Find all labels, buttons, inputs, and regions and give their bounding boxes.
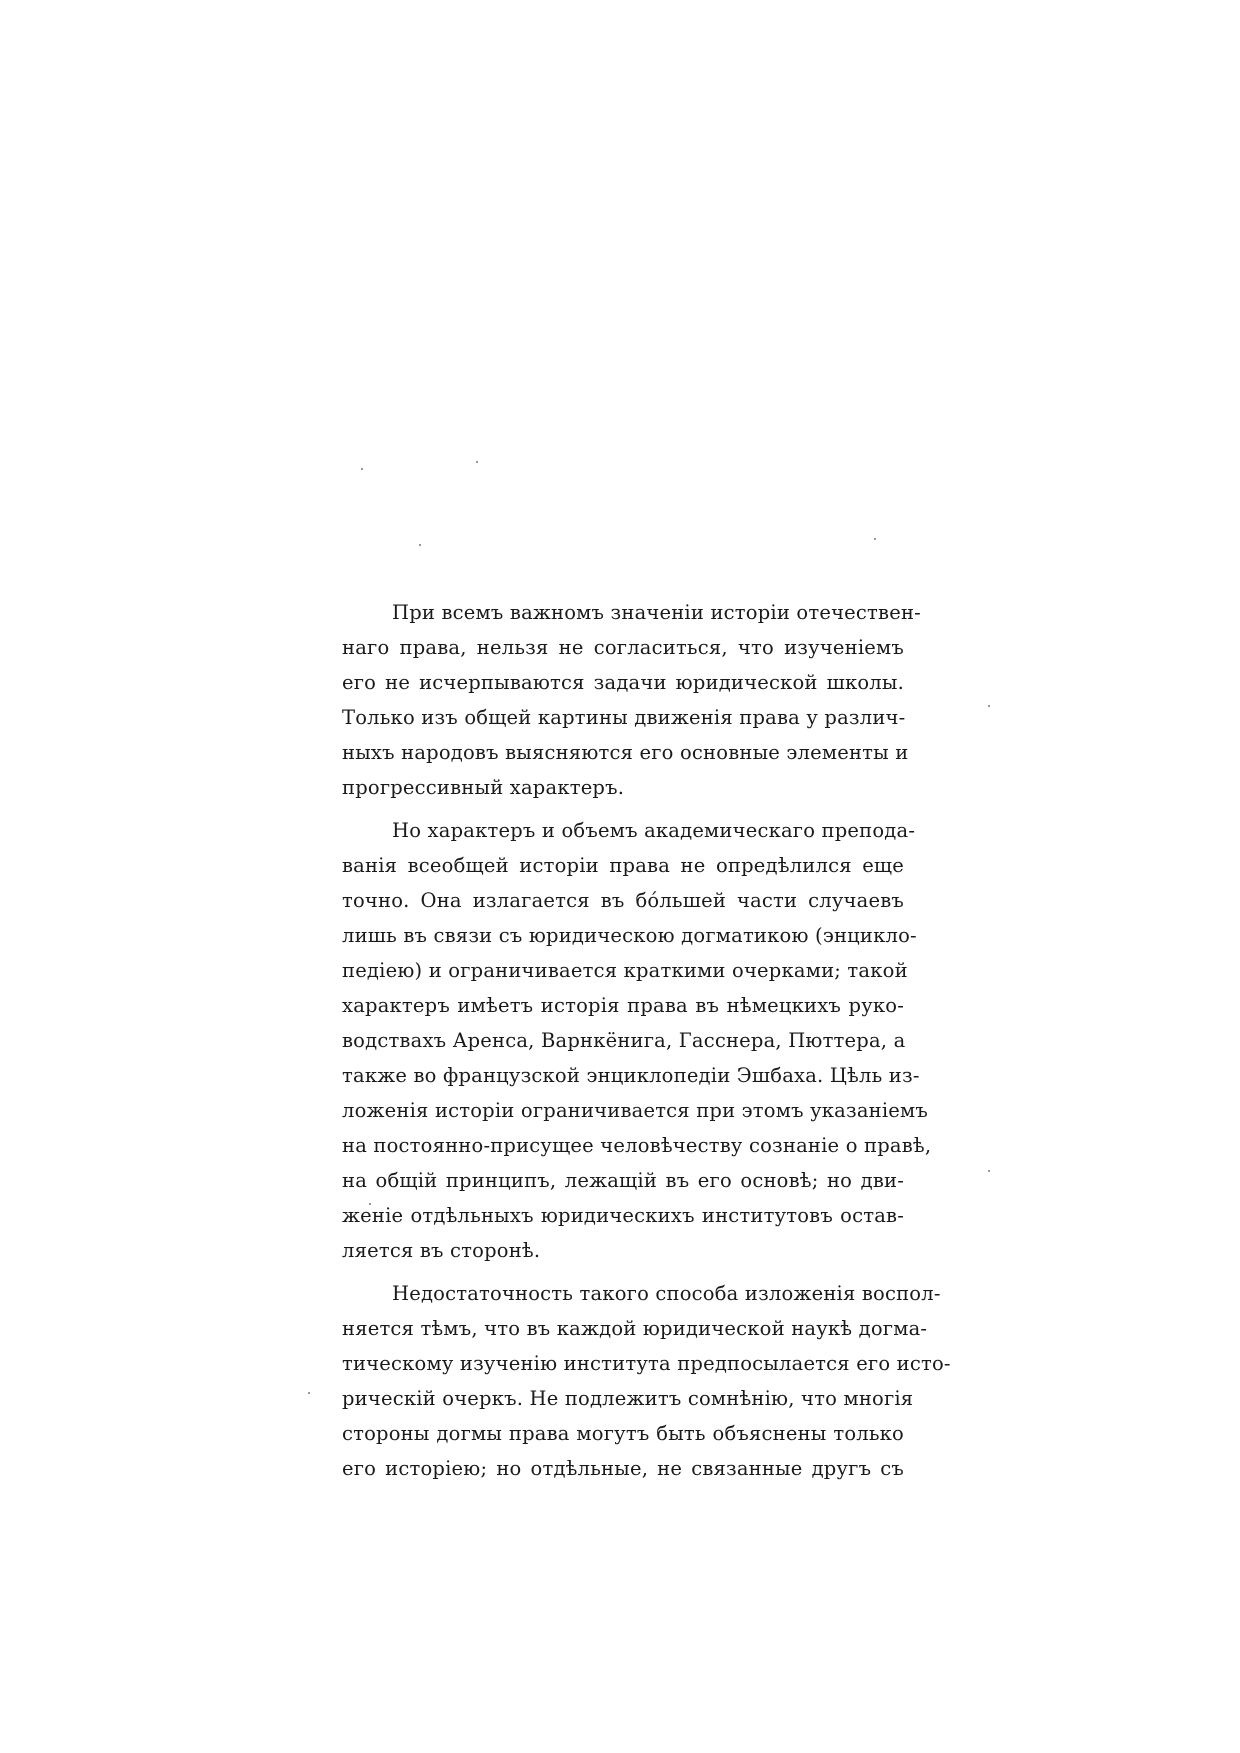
scan-speck [874, 538, 876, 540]
paragraph-3 [342, 1276, 951, 1486]
text-line: ныхъ народовъ выясняются его основные элементы и [342, 741, 909, 764]
text-line: точно. Она излагается въ бóльшей части случаевъ [342, 889, 904, 912]
scan-speck [419, 544, 421, 546]
text-line: ложенiя исторiи ограничивается при этомъ указанiемъ [342, 1099, 928, 1122]
text-line: стороны догмы права могутъ быть объяснены только [342, 1422, 904, 1445]
text-line: няется тѣмъ, что въ каждой юридической наукѣ догма- [342, 1317, 928, 1340]
text-line: прогрессивный характеръ. [342, 776, 625, 799]
text-line: ляется въ сторонѣ. [342, 1239, 541, 1262]
text-line: ванiя всеобщей исторiи права не опредѣлился еще [342, 854, 904, 877]
text-line: лишь въ связи съ юридическою догматикою (энцикло- [342, 924, 917, 947]
text-line: При всемъ важномъ значенiи исторiи отечествен- [392, 601, 921, 624]
scan-speck [988, 705, 990, 707]
text-line: его исторiею; но отдѣльные, не связанные другъ съ [342, 1457, 904, 1480]
text-line: его не исчерпываются задачи юридической школы. [342, 671, 904, 694]
text-line: также во французской энциклопедiи Эшбаха. Цѣль из- [342, 1064, 920, 1087]
text-line: на общiй принципъ, лежащiй въ его основѣ; но дви- [342, 1169, 904, 1192]
text-line: женiе отдѣльныхъ юридическихъ институтовъ остав- [342, 1204, 904, 1227]
text-line: характеръ имѣетъ исторiя права въ нѣмецкихъ руко- [342, 994, 904, 1017]
text-line: тическому изученiю института предпосылается его истo- [342, 1352, 951, 1375]
text-line: наго права, нельзя не согласиться, что изученiемъ [342, 636, 904, 659]
text-line: рическiй очеркъ. Не подлежитъ сомнѣнiю, что многiя [342, 1387, 914, 1410]
paragraph-2 [342, 813, 932, 1268]
paragraph-1 [342, 595, 921, 805]
text-line: на постоянно-присущее человѣчеству сознанiе о правѣ, [342, 1134, 932, 1157]
text-line: педiею) и ограничивается краткими очерками; такой [342, 959, 908, 982]
scan-speck [988, 1170, 990, 1172]
scan-speck [308, 1392, 310, 1394]
scan-speck [476, 461, 478, 463]
text-line: Но характеръ и объемъ академическаго препода- [392, 819, 916, 842]
text-line: водствахъ Аренса, Варнкёнига, Гасснера, Пюттера, а [342, 1029, 906, 1052]
text-line: Недостаточность такого способа изложенiя воспол- [392, 1282, 941, 1305]
text-line: Только изъ общей картины движенiя права у различ- [342, 706, 906, 729]
body-text [342, 595, 951, 1486]
scan-speck [361, 468, 363, 470]
